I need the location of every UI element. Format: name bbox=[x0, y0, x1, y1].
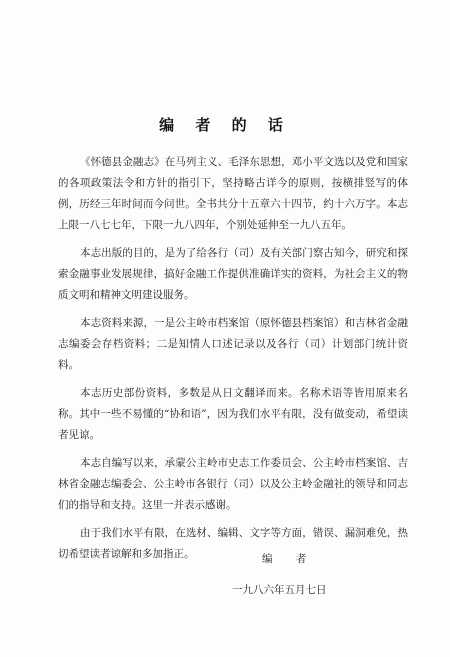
paragraph: 本志资料来源，一是公主岭市档案馆（原怀德县档案馆）和吉林省金融志编委会存档资料；二是知情人口述记录以及各行（司）计划部门统计资料。 bbox=[58, 317, 408, 371]
paragraph: 由于我们水平有限，在选材、编辑、文字等方面，错误、漏洞难免，热切希望读者谅解和多加指正。 bbox=[58, 527, 408, 560]
paragraph: 本志历史部份资料，多数是从日文翻译而来。名称术语等皆用原来名称。其中一些不易懂的“协和语”，因为我们水平有限，没有做变动，希望读者见谅。 bbox=[58, 387, 408, 441]
signature-date: 一九八六年五月七日 bbox=[232, 584, 327, 596]
paragraph: 本志自编写以来，承蒙公主岭市史志工作委员会、公主岭市档案馆、吉林省金融志编委会、公主岭市各银行（司）以及公主岭金融社的领导和同志们的指导和支持。这里一并表示感谢。 bbox=[58, 457, 408, 511]
paragraph: 本志出版的目的，是为了给各行（司）及有关部门察古知今，研究和探索金融事业发展规律，搞好金融工作提供准确详实的资料，为社会主义的物质文明和精神文明建设服务。 bbox=[58, 247, 408, 301]
body-text bbox=[58, 152, 408, 572]
page-title: 编 者 的 话 bbox=[159, 116, 291, 134]
paragraph: 《怀德县金融志》在马列主义、毛泽东思想，邓小平文选以及党和国家的各项政策法令和方针的指引下，坚持略古详今的原则，按横排竖写的体例，历经三年时间而今问世。全书共分十五章六十四节，约十六万字。本志上限一八七七年，下限一九八四年，个别处延伸至一九八五年。 bbox=[58, 156, 408, 231]
signature: 编 者 bbox=[262, 553, 317, 565]
